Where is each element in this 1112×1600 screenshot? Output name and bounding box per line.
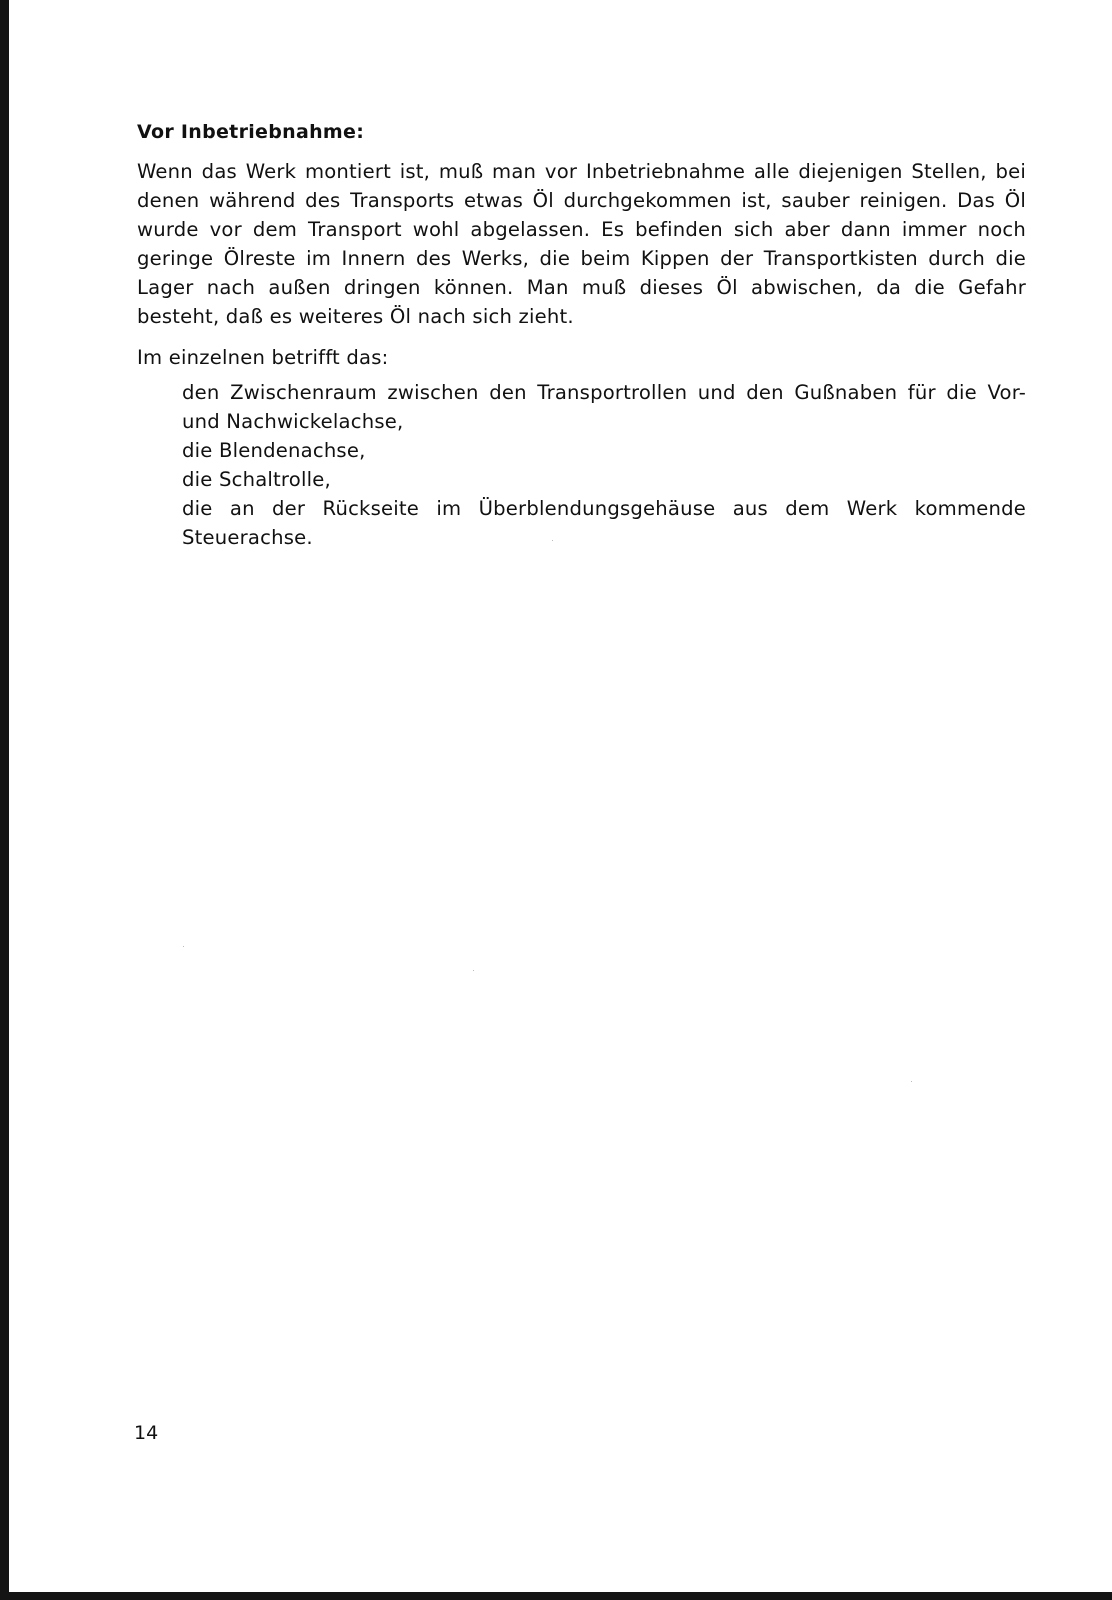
- scan-speck: [911, 1081, 912, 1082]
- list-item: die Schaltrolle,: [182, 468, 331, 491]
- list-item: die an der Rückseite im Überblendungsgehäuse aus dem Werk kommende Steuerachse.: [182, 497, 1026, 549]
- list-item: den Zwischenraum zwischen den Transportrollen und den Gußnaben für die Vor- und Nachwickelachse,: [182, 381, 1026, 433]
- section-heading: Vor Inbetriebnahme:: [137, 121, 365, 143]
- page-number: 14: [134, 1422, 159, 1444]
- scan-speck: [552, 540, 553, 541]
- scan-speck: [183, 946, 184, 947]
- scan-edge-bottom: [0, 1592, 1112, 1600]
- list-intro: Im einzelnen betrifft das:: [137, 346, 389, 369]
- scan-edge-left: [0, 0, 9, 1600]
- item-list: [182, 378, 1026, 552]
- scan-speck: [473, 970, 474, 971]
- list-item: die Blendenachse,: [182, 439, 366, 462]
- body-paragraph: Wenn das Werk montiert ist, muß man vor Inbetriebnahme alle diejenigen Stellen, bei denen während des Transports etwas Öl durchgekommen ist, sauber reinigen. Das Öl wurde vor dem Transport wohl abgelassen. Es befinden sich aber dann immer noch geringe Ölreste im Innern des Werks, die beim Kippen der Transportkisten durch die Lager nach außen dringen können. Man muß dieses Öl abwischen, da die Gefahr besteht, daß es weiteres Öl nach sich zieht.: [137, 160, 1026, 328]
